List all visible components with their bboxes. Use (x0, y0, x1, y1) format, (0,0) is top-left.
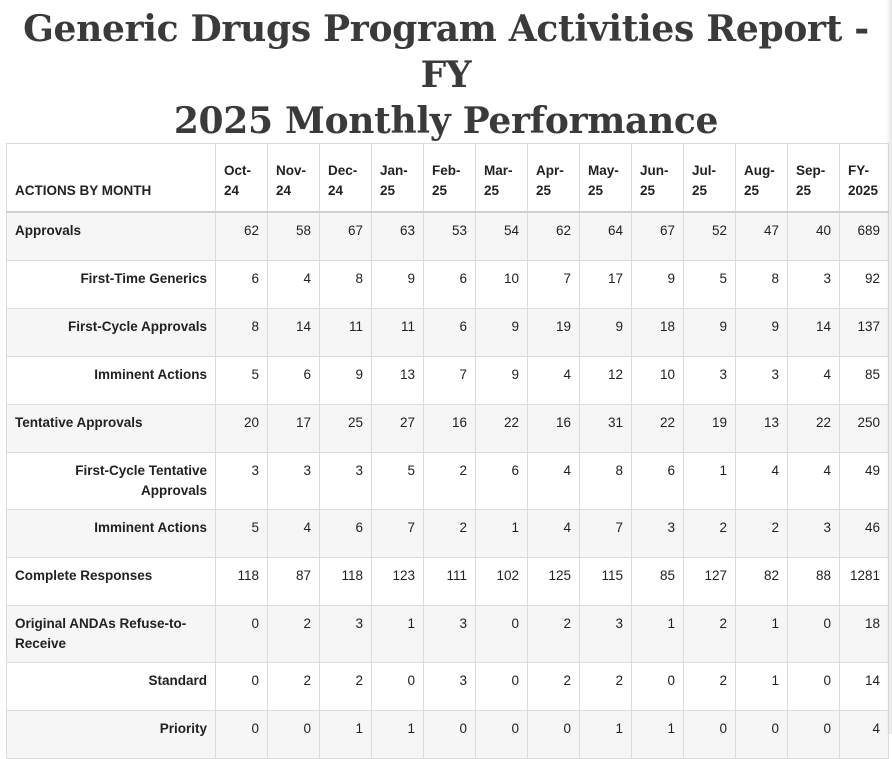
fy-total-cell: 18 (840, 605, 889, 662)
fy-total-cell: 14 (840, 662, 889, 710)
month-value-cell: 8 (736, 260, 788, 308)
column-header-month: Dec-24 (320, 144, 372, 213)
month-value-cell: 5 (216, 356, 268, 404)
month-value-cell: 22 (788, 404, 840, 452)
fy-total-cell: 4 (840, 710, 889, 758)
month-value-cell: 82 (736, 557, 788, 605)
month-value-cell: 2 (528, 605, 580, 662)
month-value-cell: 9 (372, 260, 424, 308)
month-value-cell: 2 (684, 605, 736, 662)
row-label: First-Time Generics (7, 260, 216, 308)
month-value-cell: 6 (216, 260, 268, 308)
month-value-cell: 9 (320, 356, 372, 404)
month-value-cell: 6 (424, 308, 476, 356)
month-value-cell: 4 (736, 452, 788, 509)
header-row (7, 144, 889, 213)
month-value-cell: 3 (632, 509, 684, 557)
month-value-cell: 9 (632, 260, 684, 308)
month-value-cell: 10 (632, 356, 684, 404)
month-value-cell: 5 (684, 260, 736, 308)
month-value-cell: 2 (528, 662, 580, 710)
month-value-cell: 11 (372, 308, 424, 356)
month-value-cell: 22 (476, 404, 528, 452)
month-value-cell: 4 (268, 509, 320, 557)
month-value-cell: 4 (788, 356, 840, 404)
row-label: Priority (7, 710, 216, 758)
table-row (7, 356, 889, 404)
month-value-cell: 9 (476, 308, 528, 356)
month-value-cell: 47 (736, 212, 788, 260)
month-value-cell: 3 (424, 605, 476, 662)
month-value-cell: 123 (372, 557, 424, 605)
table-row (7, 509, 889, 557)
month-value-cell: 8 (580, 452, 632, 509)
month-value-cell: 0 (476, 605, 528, 662)
month-value-cell: 4 (528, 452, 580, 509)
month-value-cell: 19 (528, 308, 580, 356)
month-value-cell: 0 (372, 662, 424, 710)
month-value-cell: 4 (528, 509, 580, 557)
month-value-cell: 9 (580, 308, 632, 356)
month-value-cell: 20 (216, 404, 268, 452)
month-value-cell: 0 (788, 710, 840, 758)
column-header-month: May-25 (580, 144, 632, 213)
month-value-cell: 3 (320, 605, 372, 662)
month-value-cell: 12 (580, 356, 632, 404)
month-value-cell: 87 (268, 557, 320, 605)
month-value-cell: 54 (476, 212, 528, 260)
table-row (7, 308, 889, 356)
month-value-cell: 3 (216, 452, 268, 509)
activities-table (6, 143, 889, 759)
column-header-month: Aug-25 (736, 144, 788, 213)
month-value-cell: 0 (684, 710, 736, 758)
month-value-cell: 6 (476, 452, 528, 509)
fy-total-cell: 250 (840, 404, 889, 452)
month-value-cell: 0 (736, 710, 788, 758)
month-value-cell: 67 (320, 212, 372, 260)
fy-total-cell: 49 (840, 452, 889, 509)
month-value-cell: 0 (216, 605, 268, 662)
month-value-cell: 8 (320, 260, 372, 308)
month-value-cell: 22 (632, 404, 684, 452)
month-value-cell: 3 (320, 452, 372, 509)
fy-total-cell: 689 (840, 212, 889, 260)
month-value-cell: 40 (788, 212, 840, 260)
row-label: Imminent Actions (7, 356, 216, 404)
month-value-cell: 2 (684, 509, 736, 557)
row-label: Complete Responses (7, 557, 216, 605)
row-label: Imminent Actions (7, 509, 216, 557)
month-value-cell: 0 (788, 662, 840, 710)
month-value-cell: 2 (268, 662, 320, 710)
month-value-cell: 1 (632, 605, 684, 662)
row-label: Original ANDAs Refuse-to-Receive (7, 605, 216, 662)
column-header-month: Feb-25 (424, 144, 476, 213)
month-value-cell: 31 (580, 404, 632, 452)
month-value-cell: 0 (476, 710, 528, 758)
column-header-month: Oct-24 (216, 144, 268, 213)
fy-total-cell: 46 (840, 509, 889, 557)
table-body (7, 212, 889, 758)
month-value-cell: 64 (580, 212, 632, 260)
fy-total-cell: 137 (840, 308, 889, 356)
month-value-cell: 7 (580, 509, 632, 557)
month-value-cell: 3 (736, 356, 788, 404)
month-value-cell: 14 (788, 308, 840, 356)
table-row (7, 662, 889, 710)
column-header-month: Jan-25 (372, 144, 424, 213)
month-value-cell: 3 (580, 605, 632, 662)
fy-total-cell: 92 (840, 260, 889, 308)
month-value-cell: 62 (216, 212, 268, 260)
table-row (7, 404, 889, 452)
month-value-cell: 9 (684, 308, 736, 356)
month-value-cell: 5 (372, 452, 424, 509)
month-value-cell: 2 (424, 509, 476, 557)
month-value-cell: 3 (684, 356, 736, 404)
month-value-cell: 1 (372, 710, 424, 758)
row-label: First-Cycle Approvals (7, 308, 216, 356)
month-value-cell: 1 (580, 710, 632, 758)
column-header-fy-total: FY-2025 (840, 144, 889, 213)
month-value-cell: 111 (424, 557, 476, 605)
month-value-cell: 0 (216, 662, 268, 710)
month-value-cell: 4 (268, 260, 320, 308)
month-value-cell: 7 (528, 260, 580, 308)
month-value-cell: 1 (736, 662, 788, 710)
month-value-cell: 6 (632, 452, 684, 509)
month-value-cell: 7 (424, 356, 476, 404)
month-value-cell: 4 (788, 452, 840, 509)
row-label: Approvals (7, 212, 216, 260)
month-value-cell: 52 (684, 212, 736, 260)
column-header-month: Jun-25 (632, 144, 684, 213)
month-value-cell: 6 (320, 509, 372, 557)
table-row (7, 212, 889, 260)
month-value-cell: 11 (320, 308, 372, 356)
month-value-cell: 10 (476, 260, 528, 308)
table-row (7, 557, 889, 605)
month-value-cell: 1 (684, 452, 736, 509)
month-value-cell: 2 (736, 509, 788, 557)
month-value-cell: 0 (788, 605, 840, 662)
month-value-cell: 0 (216, 710, 268, 758)
month-value-cell: 6 (268, 356, 320, 404)
month-value-cell: 58 (268, 212, 320, 260)
month-value-cell: 19 (684, 404, 736, 452)
row-label: First-Cycle Tentative Approvals (7, 452, 216, 509)
month-value-cell: 18 (632, 308, 684, 356)
month-value-cell: 118 (320, 557, 372, 605)
month-value-cell: 4 (528, 356, 580, 404)
row-label: Tentative Approvals (7, 404, 216, 452)
month-value-cell: 0 (632, 662, 684, 710)
month-value-cell: 27 (372, 404, 424, 452)
month-value-cell: 16 (528, 404, 580, 452)
month-value-cell: 1 (372, 605, 424, 662)
month-value-cell: 14 (268, 308, 320, 356)
month-value-cell: 13 (736, 404, 788, 452)
month-value-cell: 0 (476, 662, 528, 710)
row-label: Standard (7, 662, 216, 710)
month-value-cell: 16 (424, 404, 476, 452)
month-value-cell: 3 (788, 260, 840, 308)
month-value-cell: 2 (268, 605, 320, 662)
month-value-cell: 5 (216, 509, 268, 557)
month-value-cell: 3 (788, 509, 840, 557)
month-value-cell: 0 (268, 710, 320, 758)
month-value-cell: 118 (216, 557, 268, 605)
month-value-cell: 2 (580, 662, 632, 710)
page-title-line-2: 2025 Monthly Performance (173, 100, 719, 142)
month-value-cell: 2 (424, 452, 476, 509)
month-value-cell: 85 (632, 557, 684, 605)
month-value-cell: 7 (372, 509, 424, 557)
month-value-cell: 6 (424, 260, 476, 308)
page-title-line-1: Generic Drugs Program Activities Report - FY (23, 8, 869, 96)
table-row (7, 605, 889, 662)
page-title (0, 6, 892, 144)
table-row (7, 710, 889, 758)
column-header-month: Nov-24 (268, 144, 320, 213)
month-value-cell: 13 (372, 356, 424, 404)
fy-total-cell: 1281 (840, 557, 889, 605)
table-header (7, 144, 889, 213)
month-value-cell: 63 (372, 212, 424, 260)
table-row (7, 452, 889, 509)
month-value-cell: 115 (580, 557, 632, 605)
page-edge-shadow (886, 0, 892, 734)
month-value-cell: 67 (632, 212, 684, 260)
month-value-cell: 102 (476, 557, 528, 605)
month-value-cell: 0 (528, 710, 580, 758)
month-value-cell: 1 (476, 509, 528, 557)
month-value-cell: 62 (528, 212, 580, 260)
month-value-cell: 1 (320, 710, 372, 758)
month-value-cell: 9 (736, 308, 788, 356)
month-value-cell: 88 (788, 557, 840, 605)
table-row (7, 260, 889, 308)
month-value-cell: 25 (320, 404, 372, 452)
month-value-cell: 9 (476, 356, 528, 404)
month-value-cell: 2 (320, 662, 372, 710)
month-value-cell: 8 (216, 308, 268, 356)
month-value-cell: 3 (424, 662, 476, 710)
month-value-cell: 17 (268, 404, 320, 452)
month-value-cell: 17 (580, 260, 632, 308)
month-value-cell: 125 (528, 557, 580, 605)
column-header-month: Mar-25 (476, 144, 528, 213)
column-header-month: Sep-25 (788, 144, 840, 213)
column-header-actions: ACTIONS BY MONTH (7, 144, 216, 213)
column-header-month: Apr-25 (528, 144, 580, 213)
month-value-cell: 2 (684, 662, 736, 710)
month-value-cell: 53 (424, 212, 476, 260)
month-value-cell: 3 (268, 452, 320, 509)
column-header-month: Jul-25 (684, 144, 736, 213)
month-value-cell: 1 (736, 605, 788, 662)
fy-total-cell: 85 (840, 356, 889, 404)
month-value-cell: 0 (424, 710, 476, 758)
month-value-cell: 127 (684, 557, 736, 605)
month-value-cell: 1 (632, 710, 684, 758)
